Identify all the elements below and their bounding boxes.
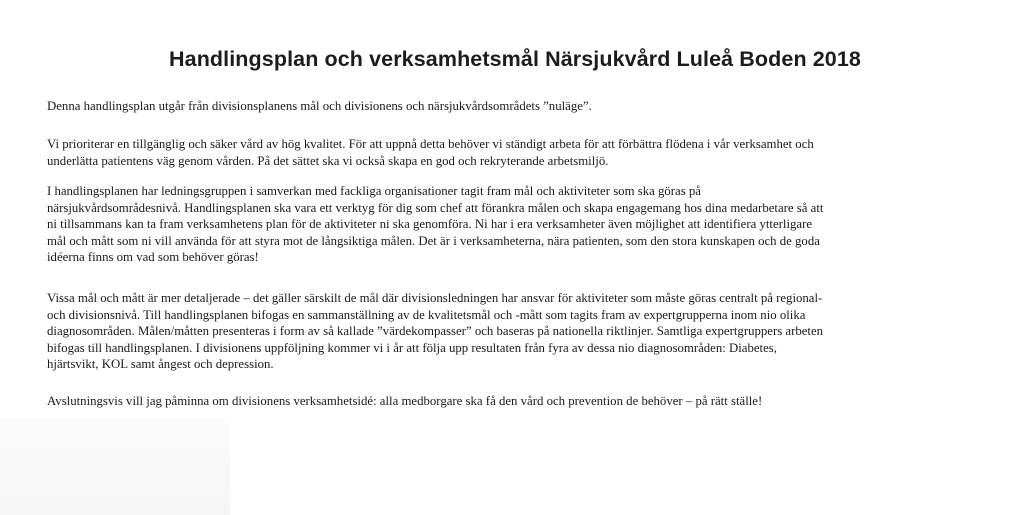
paragraph-line: underlätta patientens väg genom vården. På det sättet ska vi också skapa en god och rekryterande arbetsmiljö.	[47, 153, 609, 168]
paragraph-line: hjärtsvikt, KOL samt ångest och depression.	[47, 357, 274, 371]
paragraph-priorities	[47, 136, 814, 169]
paragraph-intro	[47, 98, 592, 115]
paragraph-line: Vi prioriterar en tillgänglig och säker vård av hög kvalitet. För att uppnå detta behöver vi ständigt arbeta för att förbättra flödena i vår verksamhet och	[47, 137, 814, 151]
paragraph-closing	[47, 393, 762, 410]
document-title: Handlingsplan och verksamhetsmål Närsjukvård Luleå Boden 2018	[169, 47, 861, 71]
paragraph-line: Vissa mål och mått är mer detaljerade – det gäller särskilt de mål där divisionsledningen har ansvar för aktiviteter som måste göras centralt på regional-	[47, 291, 823, 305]
paragraph-line: och divisionsnivå. Till handlingsplanen bifogas en sammanställning av de kvalitetsmål och -mått som tagits fram av expertgrupperna inom nio olika	[47, 307, 806, 322]
scan-shading	[0, 418, 230, 515]
paragraph-goals-detail	[47, 290, 823, 373]
paragraph-line: I handlingsplanen har ledningsgruppen i samverkan med fackliga organisationer tagit fram mål och aktiviteter som ska göras på	[47, 184, 701, 198]
paragraph-action-plan	[47, 183, 823, 266]
paragraph-line: idéerna finns om vad som behöver göras!	[47, 250, 259, 264]
paragraph-line: närsjukvårdsområdesnivå. Handlingsplanen ska vara ett verktyg för dig som chef att förankra målen och skapa engagemang hos dina medarbetare så att	[47, 200, 824, 215]
paragraph-line: diagnosområden. Målen/måtten presenteras i form av så kallade ”värdekompasser” och baseras på nationella riktlinjer. Samtliga expertgruppers arbeten	[47, 324, 824, 338]
paragraph-line: mål och mått som ni vill använda för att styra mot de långsiktiga målen. Det är i verksamheterna, nära patienten, som den stora kunskapen och de goda	[47, 233, 820, 248]
paragraph-line: bifogas till handlingsplanen. I divisionens uppföljning kommer vi i år att följa upp resultaten från fyra av dessa nio diagnosområden: Diabetes,	[47, 340, 777, 355]
paragraph-line: Avslutningsvis vill jag påminna om divisionens verksamhetsidé: alla medborgare ska få den vård och prevention de behöver – på rätt ställe!	[47, 394, 763, 408]
paragraph-line: ni tillsammans kan ta fram verksamhetens plan för de aktiviteter ni ska genomföra. Ni har i era verksamheter även möjlighet att identifiera ytterligare	[47, 217, 813, 231]
paragraph-line: Denna handlingsplan utgår från divisionsplanens mål och divisionens och närsjukvårdsområdets ”nuläge”.	[47, 99, 592, 113]
